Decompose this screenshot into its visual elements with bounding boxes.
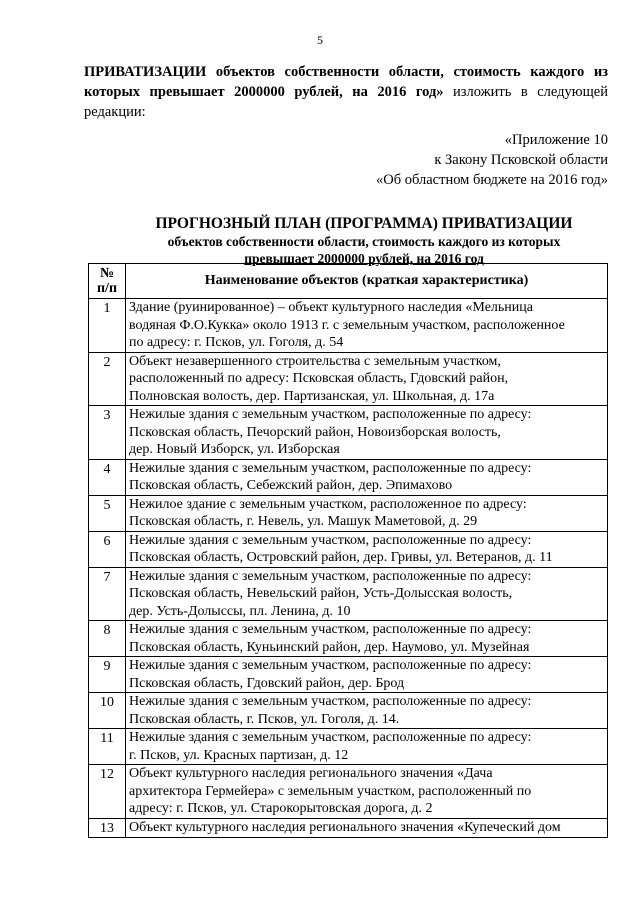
row-description xyxy=(126,531,608,567)
row-description xyxy=(126,765,608,819)
row-description-line: Псковская область, Гдовский район, дер. Брод xyxy=(129,675,405,691)
row-description-line: Псковская область, Островский район, дер. Гривы, ул. Ветеранов, д. 11 xyxy=(129,550,553,565)
row-description-line: Объект культурного наследия регионального значения «Купеческий дом xyxy=(129,819,561,835)
row-description xyxy=(126,657,608,693)
row-description-line: адресу: г. Псков, ул. Старокорытовская дорога, д. 2 xyxy=(129,801,433,816)
intro-bold-text: ПРИВАТИЗАЦИИ объектов собственности области, стоимость каждого из которых превышает 2000000 рублей, на 2016 год» xyxy=(84,64,608,100)
row-description xyxy=(126,693,608,729)
row-description-line: Нежилое здание с земельным участком, расположенное по адресу: xyxy=(129,496,527,512)
row-description-line: Нежилые здания с земельным участком, расположенные по адресу: xyxy=(129,407,532,422)
row-description-line: Псковская область, г. Невель, ул. Машук Маметовой, д. 29 xyxy=(129,514,478,529)
row-description-line: Псковская область, Невельский район, Усть-Долысская волость, xyxy=(129,586,513,601)
row-description xyxy=(126,729,608,765)
table-row xyxy=(89,406,608,460)
column-header-name: Наименование объектов (краткая характеристика) xyxy=(126,264,608,299)
row-number: 8 xyxy=(89,621,126,657)
row-number: 5 xyxy=(89,495,126,531)
row-description xyxy=(126,299,608,353)
appendix-reference xyxy=(376,130,608,190)
row-description-line: по адресу: г. Псков, ул. Гоголя, д. 54 xyxy=(129,335,344,350)
row-description-line: Нежилые здания с земельным участком, расположенные по адресу: xyxy=(129,460,532,476)
row-number: 11 xyxy=(89,729,126,765)
row-description xyxy=(126,567,608,621)
row-number: 13 xyxy=(89,818,126,838)
table-row xyxy=(89,531,608,567)
table-row xyxy=(89,765,608,819)
row-description-line: Нежилые здания с земельным участком, расположенные по адресу: xyxy=(129,532,532,548)
table-row xyxy=(89,459,608,495)
row-number: 4 xyxy=(89,459,126,495)
row-number: 1 xyxy=(89,299,126,353)
row-description-line: архитектора Гермейера» с земельным участком, расположенный по xyxy=(129,783,532,799)
table-row xyxy=(89,495,608,531)
row-description xyxy=(126,621,608,657)
table-row xyxy=(89,729,608,765)
row-number: 2 xyxy=(89,352,126,406)
row-description-line: Полновская волость, дер. Партизанская, ул. Школьная, д. 17а xyxy=(129,388,495,404)
row-description-line: Объект незавершенного строительства с земельным участком, xyxy=(129,353,501,369)
column-header-number-line2: п/п xyxy=(96,281,118,296)
row-number: 12 xyxy=(89,765,126,819)
row-description-line: Нежилые здания с земельным участком, расположенные по адресу: xyxy=(129,622,532,637)
row-description-line: расположенный по адресу: Псковская область, Гдовский район, xyxy=(129,371,509,386)
row-description-line: Нежилые здания с земельным участком, расположенные по адресу: xyxy=(129,694,532,709)
table-row xyxy=(89,657,608,693)
table-body xyxy=(89,299,608,838)
table-row xyxy=(89,299,608,353)
privatization-table xyxy=(88,263,608,838)
table-row xyxy=(89,352,608,406)
intro-normal-text: изложить в следующей редакции: xyxy=(84,84,608,120)
table-row xyxy=(89,567,608,621)
row-description xyxy=(126,495,608,531)
intro-paragraph xyxy=(84,62,608,122)
column-header-number-line1: № xyxy=(99,266,115,281)
row-description-line: дер. Новый Изборск, ул. Изборская xyxy=(129,442,340,457)
row-description-line: Псковская область, Куньинский район, дер. Наумово, ул. Музейная xyxy=(129,639,530,655)
row-description-line: Нежилые здания с земельным участком, расположенные по адресу: xyxy=(129,568,532,584)
appendix-line-2: к Закону Псковской области xyxy=(434,152,608,168)
heading-line-1: ПРОГНОЗНЫЙ ПЛАН (ПРОГРАММА) ПРИВАТИЗАЦИИ xyxy=(155,215,573,232)
row-description xyxy=(126,459,608,495)
row-description xyxy=(126,818,608,838)
page-number: 5 xyxy=(317,33,323,47)
row-number: 3 xyxy=(89,406,126,460)
row-description-line: г. Псков, ул. Красных партизан, д. 12 xyxy=(129,747,349,763)
table-row xyxy=(89,621,608,657)
row-description-line: Псковская область, г. Псков, ул. Гоголя, д. 14. xyxy=(129,711,400,727)
heading-line-2: объектов собственности области, стоимость каждого из которых xyxy=(167,234,561,249)
row-description-line: Псковская область, Себежский район, дер. Эпимахово xyxy=(129,478,453,493)
row-number: 10 xyxy=(89,693,126,729)
row-description-line: Псковская область, Печорский район, Новоизборская волость, xyxy=(129,424,501,440)
table-header-row xyxy=(89,264,608,299)
row-number: 6 xyxy=(89,531,126,567)
row-description xyxy=(126,406,608,460)
row-description-line: дер. Усть-Долыссы, пл. Ленина, д. 10 xyxy=(129,603,351,619)
table-row xyxy=(89,693,608,729)
row-number: 9 xyxy=(89,657,126,693)
row-description-line: Нежилые здания с земельным участком, расположенные по адресу: xyxy=(129,658,532,673)
document-heading xyxy=(84,214,640,267)
row-description-line: водяная Ф.О.Кукка» около 1913 г. с земельным участком, расположенное xyxy=(129,317,565,333)
appendix-line-3: «Об областном бюджете на 2016 год» xyxy=(376,172,608,188)
row-description xyxy=(126,352,608,406)
row-description-line: Объект культурного наследия регионального значения «Дача xyxy=(129,766,493,781)
table-row xyxy=(89,818,608,838)
row-number: 7 xyxy=(89,567,126,621)
appendix-line-1: «Приложение 10 xyxy=(504,132,608,148)
row-description-line: Нежилые здания с земельным участком, расположенные по адресу: xyxy=(129,730,532,745)
column-header-number xyxy=(89,264,126,299)
row-description-line: Здание (руинированное) – объект культурного наследия «Мельница xyxy=(129,300,533,315)
heading-line-3: превышает 2000000 рублей, на 2016 год xyxy=(244,251,484,266)
